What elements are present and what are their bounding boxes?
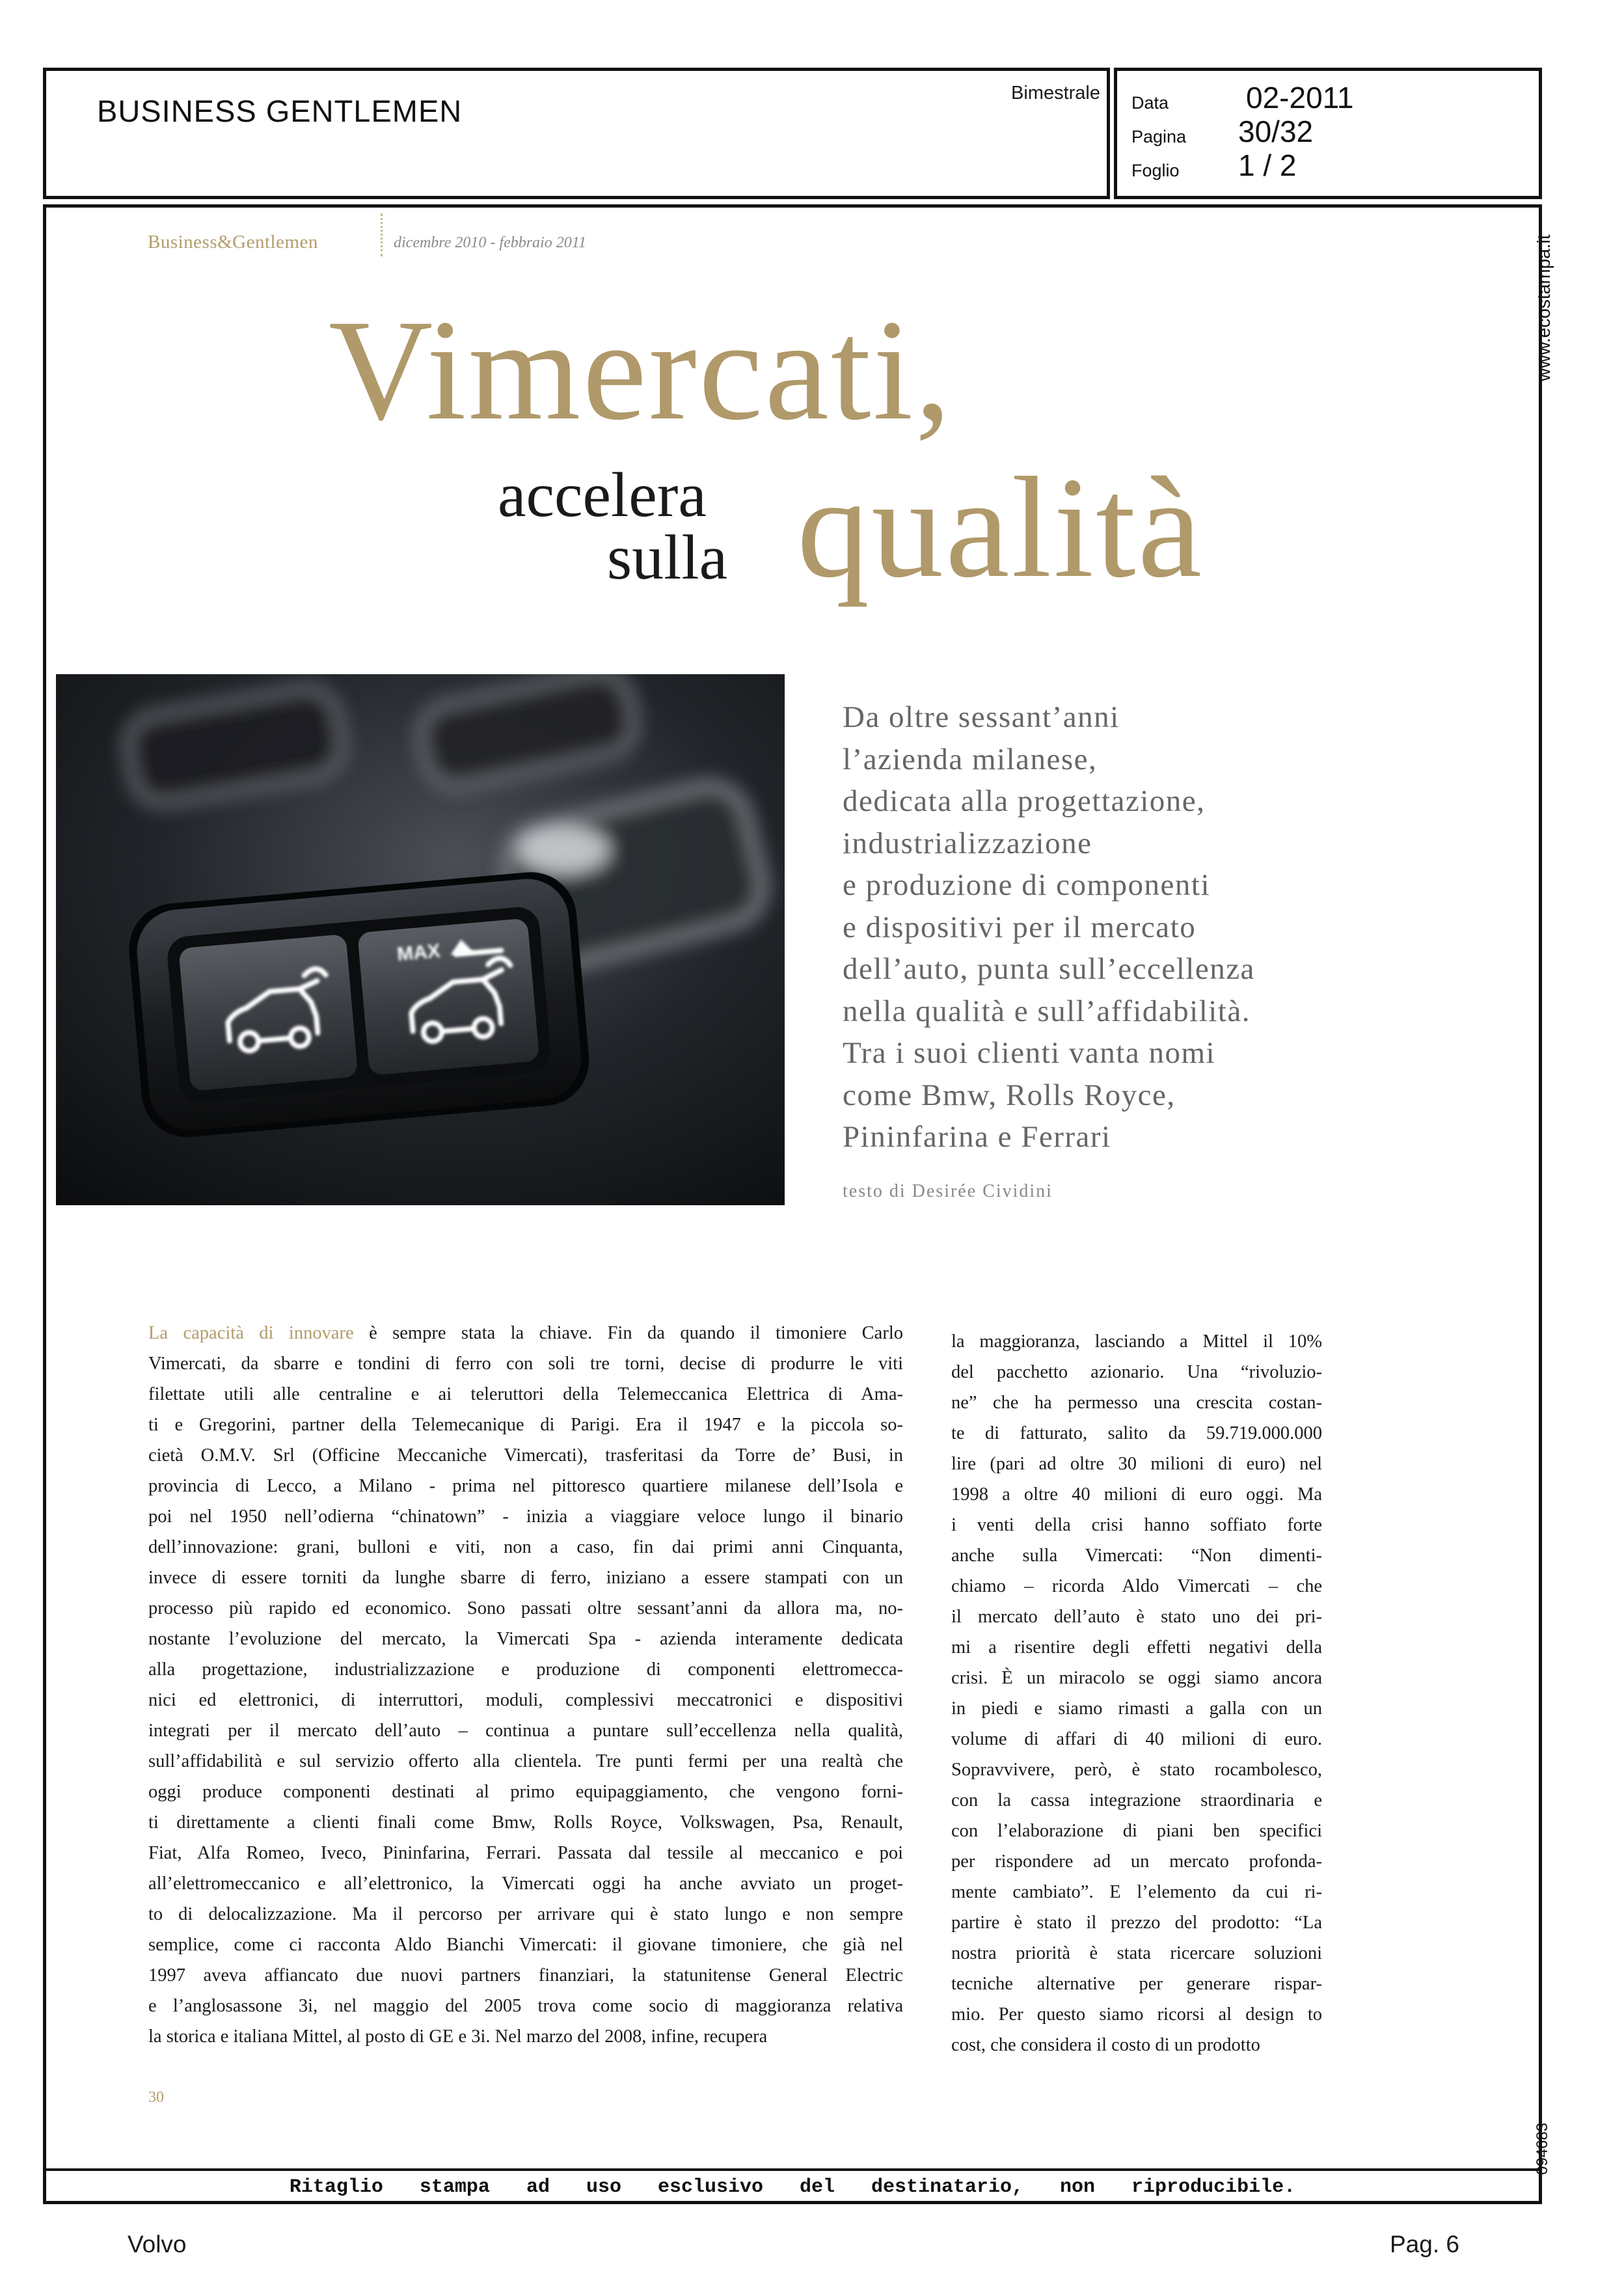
body-line: volume di affari di 40 milioni di euro. (951, 1729, 1322, 1749)
meta-date-value: 02-2011 (1246, 81, 1354, 115)
body-line: to di delocalizzazione. Ma il percorso per arrivare qui è stato lungo e non sempre (148, 1904, 903, 1924)
body-line: dell’innovazione: grani, bulloni e viti, non a caso, fin dai primi anni Cinquanta, (148, 1537, 903, 1557)
body-line: nostra priorità è stata ricercare soluzioni (951, 1943, 1322, 1963)
meta-sheet-value: 1 / 2 (1238, 148, 1297, 182)
body-line: Vimercati, da sbarre e tondini di ferro con soli tre torni, decise di produrre le viti (148, 1354, 903, 1374)
body-line: sull’affidabilità e sul servizio offerto alla clientela. Tre punti fermi per una realtà che (148, 1751, 903, 1771)
body-line: filettate utili alle centraline e ai teleruttori della Telemeccanica Elettrica di Ama- (148, 1384, 903, 1404)
body-line: per rispondere ad un mercato profonda- (951, 1851, 1322, 1872)
body-line: il mercato dell’auto è stato uno dei pri- (951, 1607, 1322, 1627)
publication-frequency: Bimestrale (1011, 83, 1100, 103)
body-line: invece di essere torniti da lunghe sbarre di ferro, iniziano a essere stampati con un (148, 1568, 903, 1588)
body-line: la maggioranza, lasciando a Mittel il 10% (951, 1331, 1322, 1352)
meta-page-label: Pagina (1131, 127, 1187, 146)
body-line: nici ed elettronici, di interruttori, moduli, complessivi meccatronici e dispositivi (148, 1690, 903, 1710)
standfirst-line: nella qualità e sull’affidabilità. (843, 994, 1251, 1028)
headline-qualita: qualità (797, 448, 1204, 608)
body-line: del pacchetto azionario. Una “rivoluzio- (951, 1362, 1322, 1382)
body-column-left (148, 1318, 903, 2052)
body-line: in piedi e siamo rimasti a galla con un (951, 1699, 1322, 1719)
body-line: semplice, come ci racconta Aldo Bianchi Vimercati: il giovane timoniere, che già nel (148, 1935, 903, 1955)
standfirst-line: dell’auto, punta sull’eccellenza (843, 952, 1255, 986)
body-line: alla progettazione, industrializzazione e produzione di componenti elettromecca- (148, 1659, 903, 1680)
standfirst-line: e dispositivi per il mercato (843, 910, 1197, 944)
body-line: Sopravvivere, però, è stato rocambolesco, (951, 1760, 1322, 1780)
meta-sheet-label: Foglio (1131, 161, 1180, 180)
body-line: anche sulla Vimercati: “Non dimenti- (951, 1546, 1322, 1566)
publication-name: BUSINESS GENTLEMEN (97, 94, 463, 128)
standfirst-line: dedicata alla progettazione, (843, 784, 1206, 818)
magazine-issue: dicembre 2010 - febbraio 2011 (394, 234, 586, 251)
header-meta-box (1114, 68, 1542, 199)
body-line: integrati per il mercato dell’auto – continua a puntare sull’eccellenza nella qualità, (148, 1721, 903, 1741)
standfirst-line: e produzione di componenti (843, 868, 1210, 902)
body-line: tecniche alternative per generare rispar- (951, 1974, 1322, 1994)
body-line: 1997 aveva affiancato due nuovi partners finanziari, la statunitense General Electric (148, 1965, 903, 1986)
body-line: all’elettromeccanico e all’elettronico, la Vimercati oggi ha anche avviato un proget- (148, 1874, 903, 1894)
body-line: provincia di Lecco, a Milano - prima nel pittoresco quartiere milanese dell’Isola e (148, 1476, 903, 1496)
body-line: oggi produce componenti destinati al primo equipaggiamento, che vengono forni- (148, 1782, 903, 1802)
body-line: mi a risentire degli effetti negativi della (951, 1637, 1322, 1658)
clipping-notice-bar (43, 2168, 1542, 2204)
body-line: crisi. È un miracolo se oggi siamo ancora (951, 1668, 1322, 1688)
max-label: MAX (396, 940, 442, 966)
footer-client: Volvo (128, 2231, 187, 2258)
body-line: partire è stato il prezzo del prodotto: “La (951, 1913, 1322, 1933)
meta-page-value: 30/32 (1238, 115, 1314, 148)
article-photo (56, 674, 785, 1205)
body-line: poi nel 1950 nell’odierna “chinatown” - inizia a viaggiare veloce lungo il binario (148, 1507, 903, 1527)
body-line: cietà O.M.V. Srl (Officine Meccaniche Vimercati), trasferitasi da Torre de’ Busi, in (148, 1445, 903, 1466)
body-line: ti direttamente a clienti finali come Bmw, Rolls Royce, Volkswagen, Psa, Renault, (148, 1812, 903, 1833)
lead-in: La capacità di innovare (148, 1323, 354, 1343)
body-line: con l’elaborazione di piani ben specifici (951, 1821, 1322, 1841)
body-first-line (148, 1318, 903, 1348)
body-line: 1998 a oltre 40 milioni di euro oggi. Ma (951, 1484, 1322, 1505)
standfirst-line: Da oltre sessant’anni (843, 700, 1120, 734)
headline-vimercati: Vimercati, (329, 290, 953, 450)
body-line: mente cambiato”. E l’elemento da cui ri- (951, 1882, 1322, 1902)
body-line: con la cassa integrazione straordinaria e (951, 1790, 1322, 1810)
headline-sulla: sulla (607, 523, 728, 593)
clipping-notice: Ritaglio stampa ad uso esclusivo del destinatario, non riproducibile. (289, 2176, 1296, 2198)
body-line: te di fatturato, salito da 59.719.000.000 (951, 1423, 1322, 1443)
first-line-text: è sempre stata la chiave. Fin da quando il timoniere Carlo (353, 1323, 903, 1343)
body-line: processo più rapido ed economico. Sono passati oltre sessant’anni da allora ma, no- (148, 1598, 903, 1618)
body-line: cost, che considera il costo di un prodotto (951, 2035, 1260, 2055)
clip-code: 094683 (1534, 2122, 1551, 2175)
footer-page: Pag. 6 (1390, 2231, 1459, 2258)
running-head-separator (381, 213, 385, 256)
standfirst-line: l’azienda milanese, (843, 742, 1098, 776)
standfirst-line: Tra i suoi clienti vanta nomi (843, 1036, 1216, 1070)
tailgate-buttons-photo (56, 674, 785, 1205)
body-line: mio. Per questo siamo ricorsi al design to (951, 2004, 1322, 2025)
body-line: nostante l’evoluzione del mercato, la Vimercati Spa - azienda interamente dedicata (148, 1629, 903, 1649)
body-line: la storica e italiana Mittel, al posto di GE e 3i. Nel marzo del 2008, infine, recupera (148, 2027, 768, 2047)
meta-date-label: Data (1131, 93, 1169, 113)
body-line: ne” che ha permesso una crescita costan- (951, 1393, 1322, 1413)
page-number: 30 (148, 2089, 164, 2106)
header-publication-box (43, 68, 1110, 199)
source-url: www.ecostampa.it (1534, 234, 1554, 381)
byline: testo di Desirée Cividini (843, 1181, 1053, 1201)
standfirst (843, 696, 1363, 1158)
magazine-brand: Business&Gentlemen (148, 232, 318, 252)
standfirst-line: come Bmw, Rolls Royce, (843, 1078, 1176, 1112)
standfirst-line: industrializzazione (843, 826, 1092, 860)
headline-accelera: accelera (498, 460, 707, 530)
body-line: ti e Gregorini, partner della Telemecanique di Parigi. Era il 1947 e la piccola so- (148, 1415, 903, 1435)
body-column-right (951, 1326, 1322, 2060)
body-line: chiamo – ricorda Aldo Vimercati – che (951, 1576, 1322, 1596)
body-line: i venti della crisi hanno soffiato forte (951, 1515, 1322, 1535)
body-line: Fiat, Alfa Romeo, Iveco, Pininfarina, Ferrari. Passata dal tessile al meccanico e poi (148, 1843, 903, 1863)
body-line: lire (pari ad oltre 30 milioni di euro) nel (951, 1454, 1322, 1474)
body-line: e l’anglosassone 3i, nel maggio del 2005 trova come socio di maggioranza relativa (148, 1996, 903, 2016)
standfirst-line: Pininfarina e Ferrari (843, 1120, 1111, 1154)
